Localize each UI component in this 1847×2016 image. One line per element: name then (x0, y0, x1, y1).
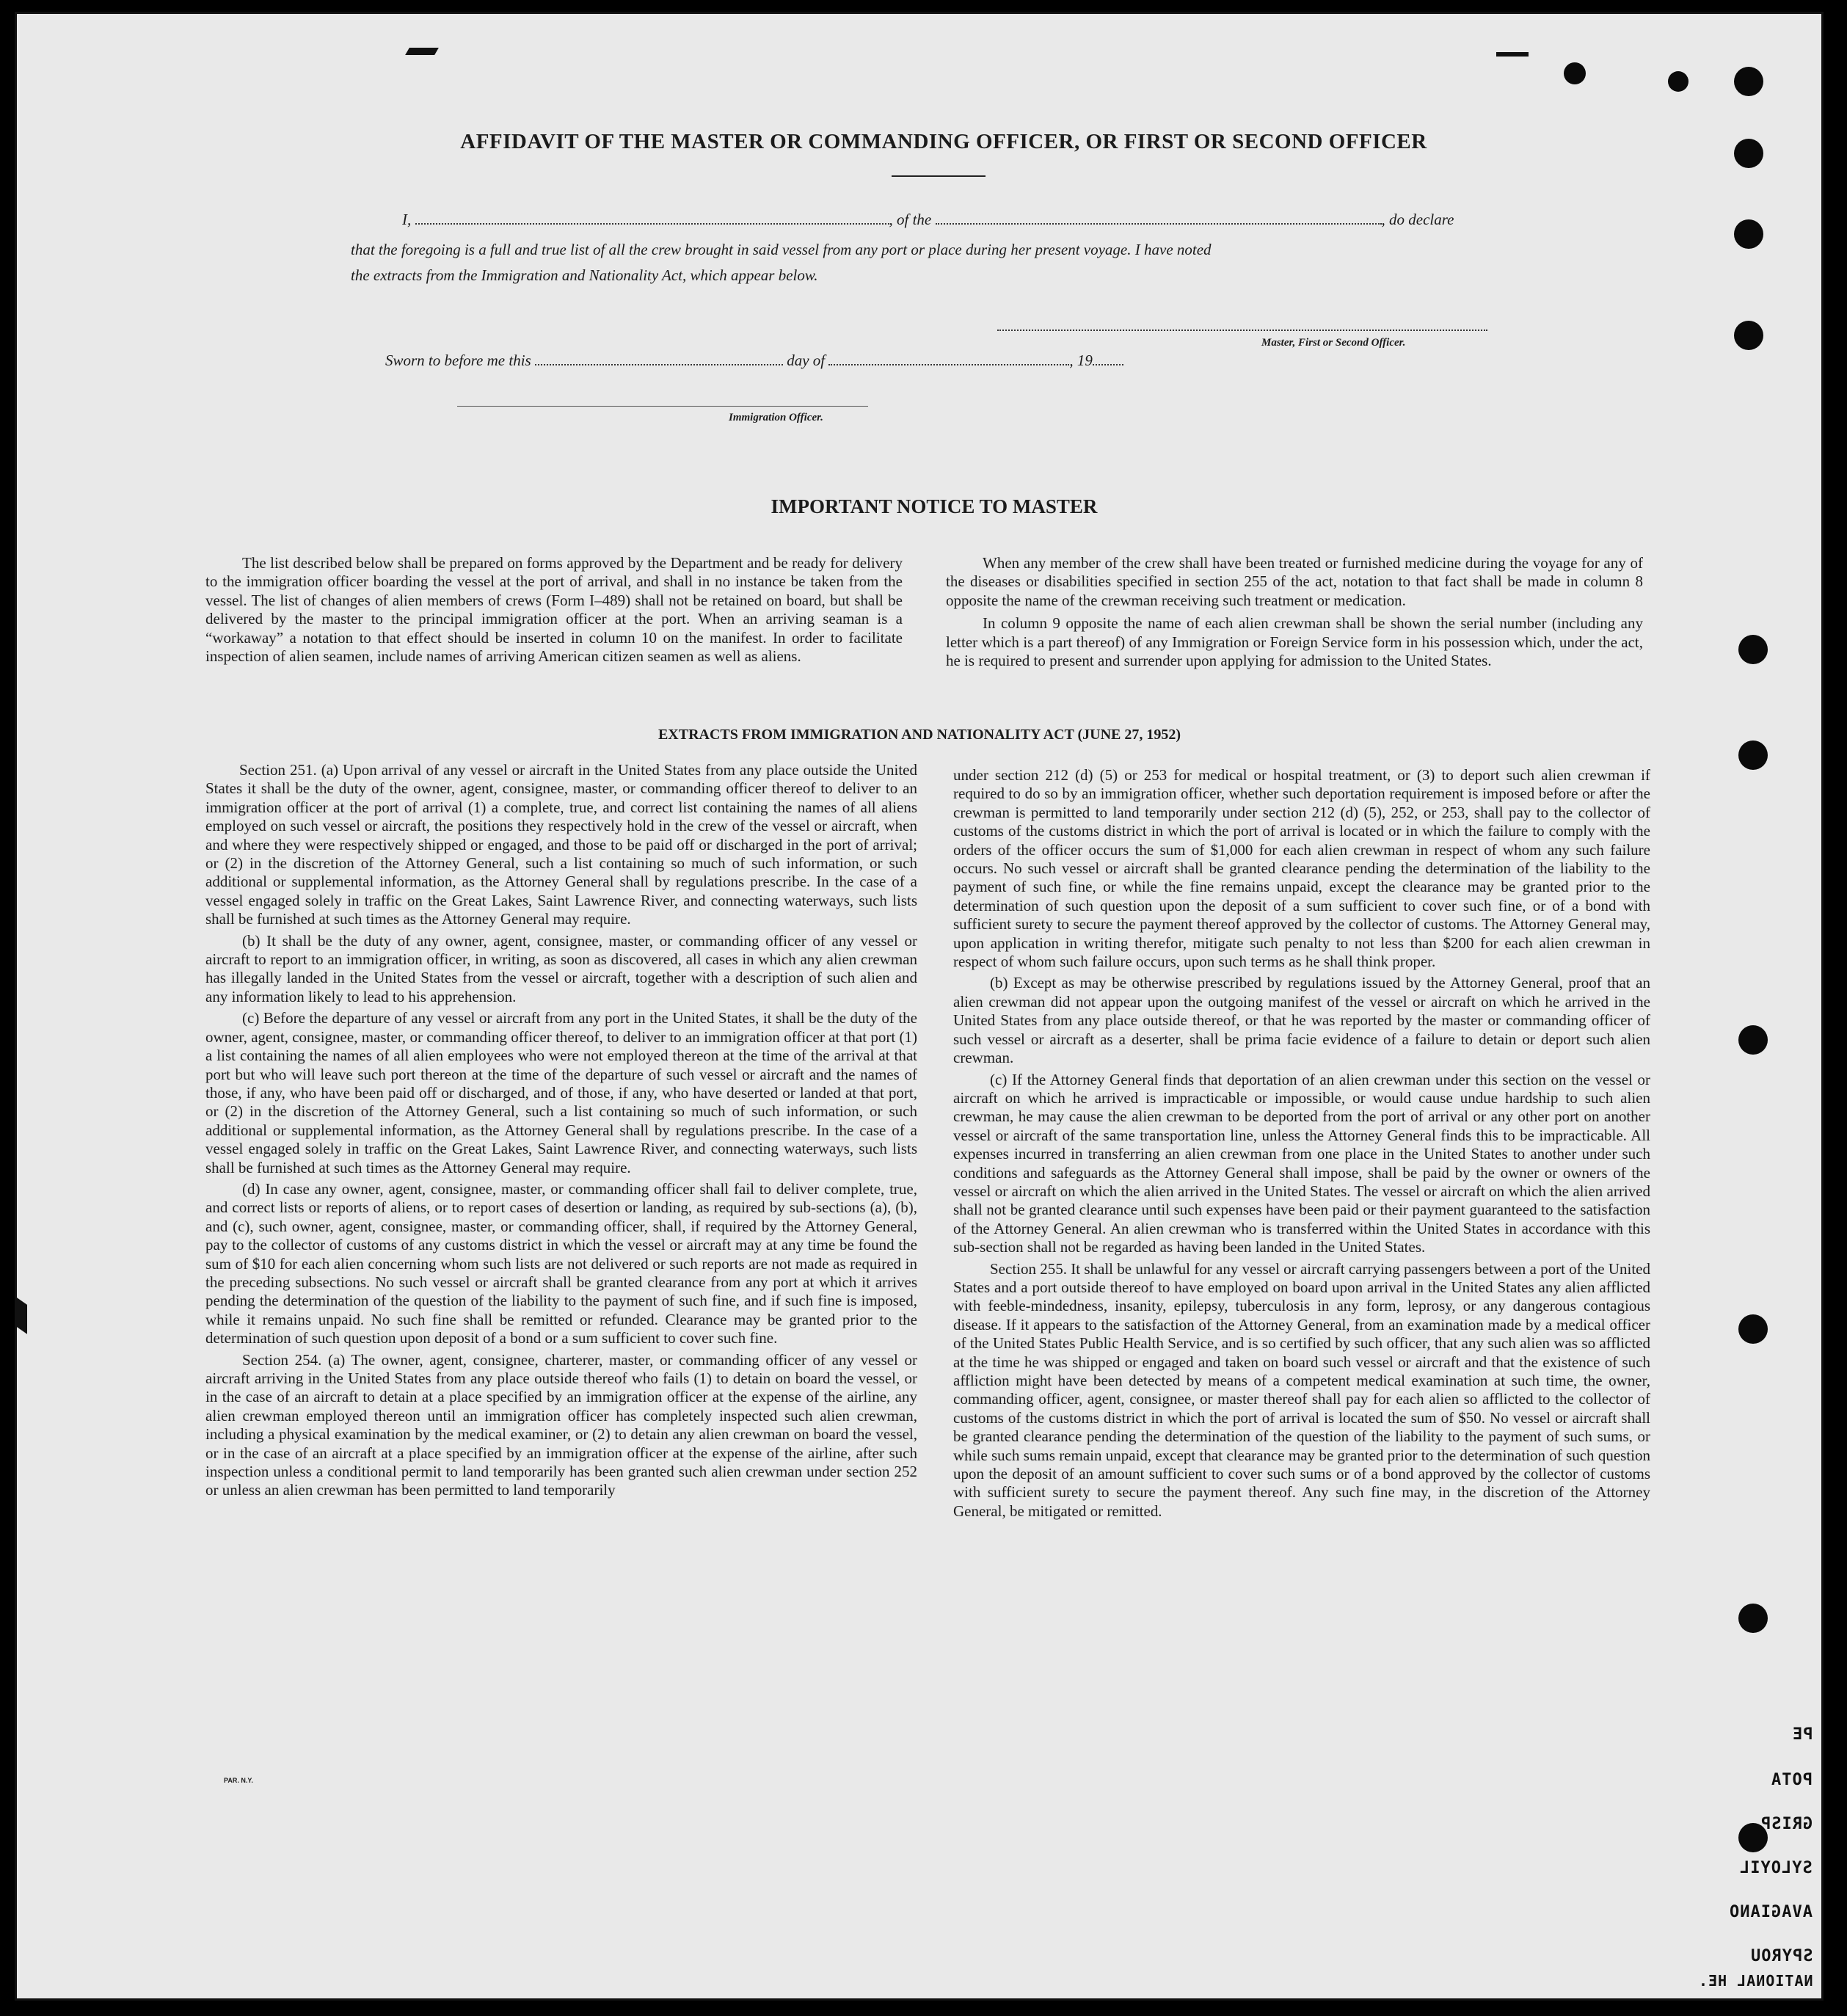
notice-title: IMPORTANT NOTICE TO MASTER (771, 495, 1098, 517)
binder-hole (1738, 1025, 1768, 1055)
declaration-line-1: that the foregoing is a full and true list of all the crew brought in said vessel from any port or place during her present voyage. I have noted (351, 241, 1212, 258)
affidavit-title: AFFIDAVIT OF THE MASTER OR COMMANDING OFFICER, OR FIRST OR SECOND OFFICER (460, 130, 1427, 153)
section-254b: (b) Except as may be otherwise prescribed by regulations issued by the Attorney General, proof that an alien crewman did not appear upon the outgoing manifest of the vessel or aircraft on which he arrived in the United States from any place outside thereof, or that he was reported by the master or commanding officer of such vessel or aircraft as a deserter, shall be prima facie evidence of a failure to detain or deport such alien crewman. (953, 974, 1650, 1067)
section-251c: (c) Before the departure of any vessel or aircraft from any port in the United States, it shall be the duty of the owner, agent, consignee, master, or commanding officer thereof, to deliver to an immigration officer at that port (1) a list containing the names of all alien employees who were not employed thereon at the time of the arrival at that port but who will leave such port thereon at the time of the departure of such vessel or aircraft and the names of those, if any, who have been paid off or discharged, and of those, if any, who have deserted or landed at that port, or (2) in the discretion of the Attorney General, such a list containing so much of such information, or such additional or supplemental information, as the Attorney General shall by regulations prescribe. In the case of a vessel engaged solely in traffic on the Great Lakes, Saint Lawrence River, and connecting waterways, such lists shall be furnished at such times as the Attorney General may require. (205, 1009, 917, 1176)
section-254a: Section 254. (a) The owner, agent, consignee, charterer, master, or commanding officer of any vessel or aircraft arriving in the United States from any place outside thereof who fails (1) to detain on board the vessel, or in the case of an aircraft to detain at a place specified by an immigration officer at the expense of the airline, any alien crewman employed thereon until an immigration officer has completely inspected such alien crewman, including a physical examination by the medical examiner, or (2) to detain any alien crewman on board the vessel, or in the case of an aircraft at a place specified by an immigration officer at the expense of the airline, after such inspection unless a conditional permit to land temporarily has been granted such alien crewman under section 252 or unless an alien crewman has been permitted to land temporarily (205, 1350, 917, 1499)
master-signature-field[interactable] (997, 328, 1487, 331)
binder-hole (1668, 71, 1688, 92)
notice-right-paragraph-2: In column 9 opposite the name of each alien crewman shall be shown the serial number (including any letter which is a part thereof) of any Immigration or Foreign Service form in his possession which, under the act, he is required to present and surrender upon applying for admission to the United States. (946, 614, 1643, 670)
extracts-right-column (953, 766, 1650, 1521)
binder-hole (1734, 139, 1763, 168)
notice-left-column (205, 554, 903, 666)
officer-signature-field[interactable] (457, 406, 868, 407)
scan-speck (1496, 52, 1529, 57)
day-of-label: day of (787, 352, 826, 369)
notice-right-column (946, 554, 1643, 670)
bleed-through-2: POTA (1771, 1771, 1813, 1789)
declaration-line (402, 211, 1454, 229)
binder-hole (1738, 1604, 1768, 1633)
do-declare-label: , do declare (1381, 211, 1454, 228)
bleed-through-6: SPYROU (1749, 1947, 1813, 1965)
declaration-text (351, 237, 1503, 288)
master-signature-label: Master, First or Second Officer. (1261, 337, 1406, 349)
extracts-left-column (205, 761, 917, 1500)
bleed-through-3: GRISP (1760, 1815, 1813, 1833)
sworn-label: Sworn to before me this (385, 352, 531, 369)
section-254a-continued: under section 212 (d) (5) or 253 for medical or hospital treatment, or (3) to deport such alien crewman if required to do so by an immigration officer, whether such deportation requirement is imposed before or after the crewman is permitted to land temporarily under section 212 (d) (5), 252, or 253, shall pay to the collector of customs of the customs district in which the port of arrival is located or in which the failure to comply with the orders of the officer occurs the sum of $1,000 for each alien crewman in respect of whom any such failure occurs. No such vessel or aircraft shall be granted clearance pending the determination of the liability to the payment of such fine, or while the fine remains unpaid, except the clearance may be granted prior to the determination of such question upon the deposit of a sum sufficient to cover such fine, or of a bond with sufficient surety to secure the payment thereof approved by the collector of customs. The Attorney General may, upon application in writing therefor, mitigate such penalty to not less than $200 for each alien crewman in respect of whom such failure occurs, upon such terms as he shall think proper. (953, 766, 1650, 971)
notice-right-paragraph-1: When any member of the crew shall have been treated or furnished medicine during the voyage for any of the diseases or disabilities specified in section 255 of the act, notation to that fact shall be made in column 8 opposite the name of the crewman receiving such treatment or medication. (946, 554, 1643, 609)
section-251d: (d) In case any owner, agent, consignee, master, or commanding officer shall fail to deliver complete, true, and correct lists or reports of aliens, or to report cases of desertion or landing, as required by sub-sections (a), (b), and (c), such owner, agent, consignee, master, or commanding officer, shall, if required by the Attorney General, pay to the collector of customs of any customs district in which the vessel or aircraft may at any time be found the sum of $10 for each alien concerning whom such lists are not delivered or such reports are not made as required in the preceding subsections. No such vessel or aircraft shall be granted clearance from any port at which it arrives pending the determination of the question of the liability to the payment of such fine, and if such fine is imposed, while it remains unpaid. No such fine shall be remitted or refunded. Clearance may be granted prior to the determination of such question upon deposit of a bond or a sum sufficient to cover such fine. (205, 1179, 917, 1347)
section-251b: (b) It shall be the duty of any owner, agent, consignee, master, or commanding officer of any vessel or aircraft to report to an immigration officer, in writing, as soon as discovered, all cases in which any alien crewman has illegally landed in the United States from the vessel or aircraft, together with a description of such alien and any information likely to lead to his apprehension. (205, 931, 917, 1005)
binder-hole (1734, 67, 1763, 96)
section-255: Section 255. It shall be unlawful for any vessel or aircraft carrying passengers between a port of the United States and a port outside thereof to have employed on board upon arrival in the United States any alien afflicted with feeble-mindedness, insanity, epilepsy, tuberculosis in any form, leprosy, or any dangerous contagious disease. If it appears to the satisfaction of the Attorney General, from an examination made by a medical officer of the United States Public Health Service, and is so certified by such officer, that any such alien was so afflicted at the time he was shipped or engaged and taken on board such vessel or aircraft and that the existence of such affliction might have been detected by means of a competent medical examination at such time, the owner, commanding officer, agent, consignee, or master thereof shall pay for each alien so afflicted to the collector of customs of the customs district in which the port of arrival is located the sum of $50. No vessel or aircraft shall be granted clearance pending the determination of the question of the liability to the payment of such sums, or while such sums remain unpaid, except that clearance may be granted prior to the determination of such question upon the deposit of an amount sufficient to cover such sums or of a bond approved by the collector of customs with sufficient surety to secure the payment thereof. Any such fine may, in the discretion of the Attorney General, be mitigated or remitted. (953, 1259, 1650, 1520)
binder-hole (1734, 219, 1763, 249)
binder-hole (1738, 740, 1768, 770)
section-251a: Section 251. (a) Upon arrival of any vessel or aircraft in the United States from any place outside the United States it shall be the duty of the owner, agent, consignee, master, or commanding officer thereof to deliver to an immigration officer at the port of arrival (1) a complete, true, and correct list containing the names of all aliens employed on such vessel or aircraft, the positions they respectively hold in the crew of the vessel or aircraft, when and where they were respectively shipped or engaged, and those to be paid off or discharged in the port of arrival; or (2) in the discretion of the Attorney General, such a list containing so much of such information, or such additional or supplemental information, as the Attorney General shall by regulations prescribe. In the case of a vessel engaged solely in traffic on the Great Lakes, Saint Lawrence River, and connecting waterways, such lists shall be furnished at such times as the Attorney General may require. (205, 761, 917, 928)
sworn-day-field[interactable] (535, 364, 783, 365)
sworn-year-field[interactable] (1093, 364, 1123, 365)
i-label: I, (402, 211, 412, 228)
scan-speck (405, 48, 439, 55)
bleed-through-7: NATIONAL HE. (1697, 1972, 1813, 1990)
scan-speck (17, 1298, 27, 1334)
vessel-field[interactable] (936, 223, 1382, 225)
of-the-label: , of the (889, 211, 932, 228)
bleed-through-4: SYLOYIL (1739, 1859, 1813, 1877)
printer-mark: PAR. N.Y. (224, 1777, 253, 1784)
binder-hole (1738, 1314, 1768, 1344)
extracts-title: EXTRACTS FROM IMMIGRATION AND NATIONALITY ACT (JUNE 27, 1952) (657, 727, 1181, 743)
bleed-through-5: AVAGIANO (1729, 1903, 1813, 1921)
binder-hole (1738, 635, 1768, 664)
year-label: , 19 (1069, 352, 1093, 369)
sworn-line (385, 352, 1123, 370)
section-254c: (c) If the Attorney General finds that deportation of an alien crewman under this section on the vessel or aircraft on which he arrived is impracticable or impossible, or would cause undue hardship to such alien crewman, he may cause the alien crewman to be deported from the port of arrival or any other port on another vessel or aircraft of the same transportation line, unless the Attorney General finds this to be impracticable. All expenses incurred in transferring an alien crewman from one place in the United States to another under such conditions and safeguards as the Attorney General shall impose, shall be paid by the owner or owners of the vessel or aircraft on which the alien arrived in the United States. The vessel or aircraft on which the alien arrived shall not be granted clearance until such expenses have been paid or their payment guaranteed to the satisfaction of the Attorney General. An alien crewman who is transferred within the United States in accordance with this sub-section shall not be regarded as having been landed in the United States. (953, 1070, 1650, 1256)
bleed-through-1: PE (1791, 1725, 1813, 1744)
binder-hole (1734, 321, 1763, 350)
sworn-month-field[interactable] (828, 364, 1069, 365)
notice-left-paragraph: The list described below shall be prepared on forms approved by the Department and be ready for delivery to the immigration officer boarding the vessel at the port of arrival, and shall in no instance be taken from the vessel. The list of changes of alien members of crews (Form I–489) shall not be retained on board, but shall be delivered by the master to the principal immigration officer at the port. When an arriving seaman is a “workaway” a notation to that effect should be inserted in column 10 on the manifest. In order to facilitate inspection of alien seamen, include names of arriving American citizen seamen as well as aliens. (205, 554, 903, 666)
name-field[interactable] (415, 223, 889, 225)
binder-hole (1564, 62, 1586, 84)
officer-signature-label: Immigration Officer. (729, 412, 823, 423)
title-underline (892, 175, 986, 177)
declaration-line-2: the extracts from the Immigration and Nationality Act, which appear below. (351, 266, 818, 284)
form-page (15, 12, 1824, 2001)
